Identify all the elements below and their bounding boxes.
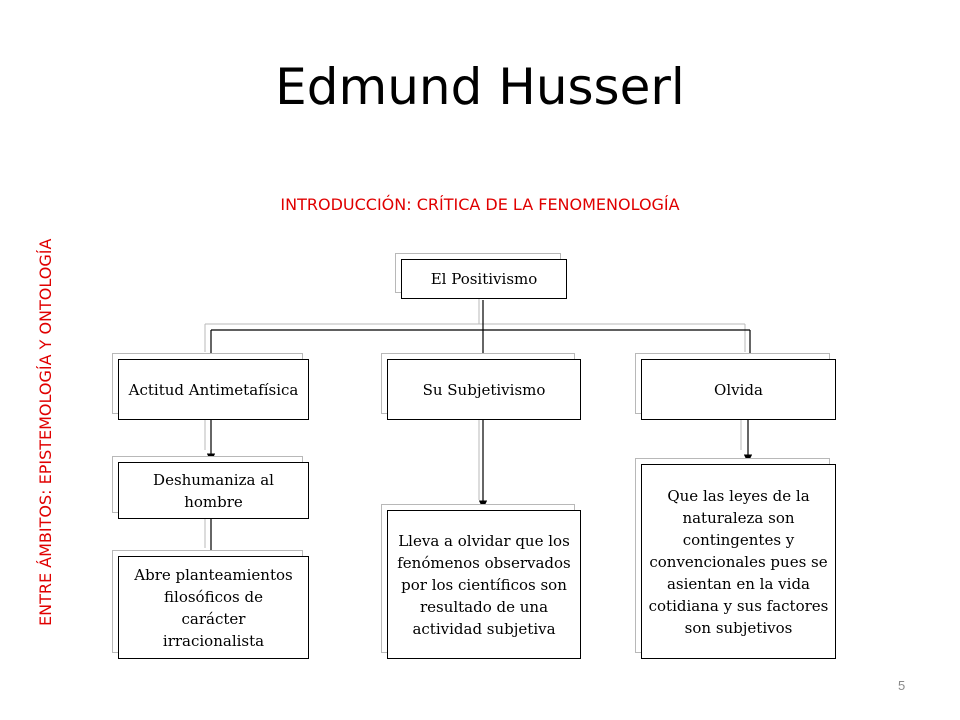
slide-title: Edmund Husserl xyxy=(275,58,685,116)
root-node-label: El Positivismo xyxy=(430,270,538,288)
center-child-label: Lleva a olvidar que los fenómenos observados por los científicos son resultado de una actividad subjetiva xyxy=(397,531,571,638)
right-child-node xyxy=(641,464,836,659)
branch-right-label: Olvida xyxy=(714,380,763,399)
left-child-label-2: Abre planteamientos filosóficos de carácter irracionalista xyxy=(134,565,293,650)
branch-center-node xyxy=(387,359,581,420)
branch-right-node xyxy=(641,359,836,420)
root-node xyxy=(401,259,567,299)
branch-left-label: Actitud Antimetafísica xyxy=(128,380,299,399)
page-number: 5 xyxy=(898,678,906,693)
center-child-node xyxy=(387,510,581,659)
left-child-node-2 xyxy=(118,556,309,659)
branch-center-label: Su Subjetivismo xyxy=(422,380,546,399)
branch-left-node xyxy=(118,359,309,420)
slide-subtitle: INTRODUCCIÓN: CRÍTICA DE LA FENOMENOLOGÍA xyxy=(280,195,680,214)
right-child-label: Que las leyes de la naturaleza son contingentes y convencionales pues se asientan en la vida cotidiana y sus factores son subjetivos xyxy=(648,486,829,637)
vertical-side-label: ENTRE ÁMBITOS: EPISTEMOLOGÍA Y ONTOLOGÍA xyxy=(36,238,55,626)
left-child-label-1: Deshumaniza al hombre xyxy=(153,470,274,511)
left-child-node-1 xyxy=(118,462,309,519)
